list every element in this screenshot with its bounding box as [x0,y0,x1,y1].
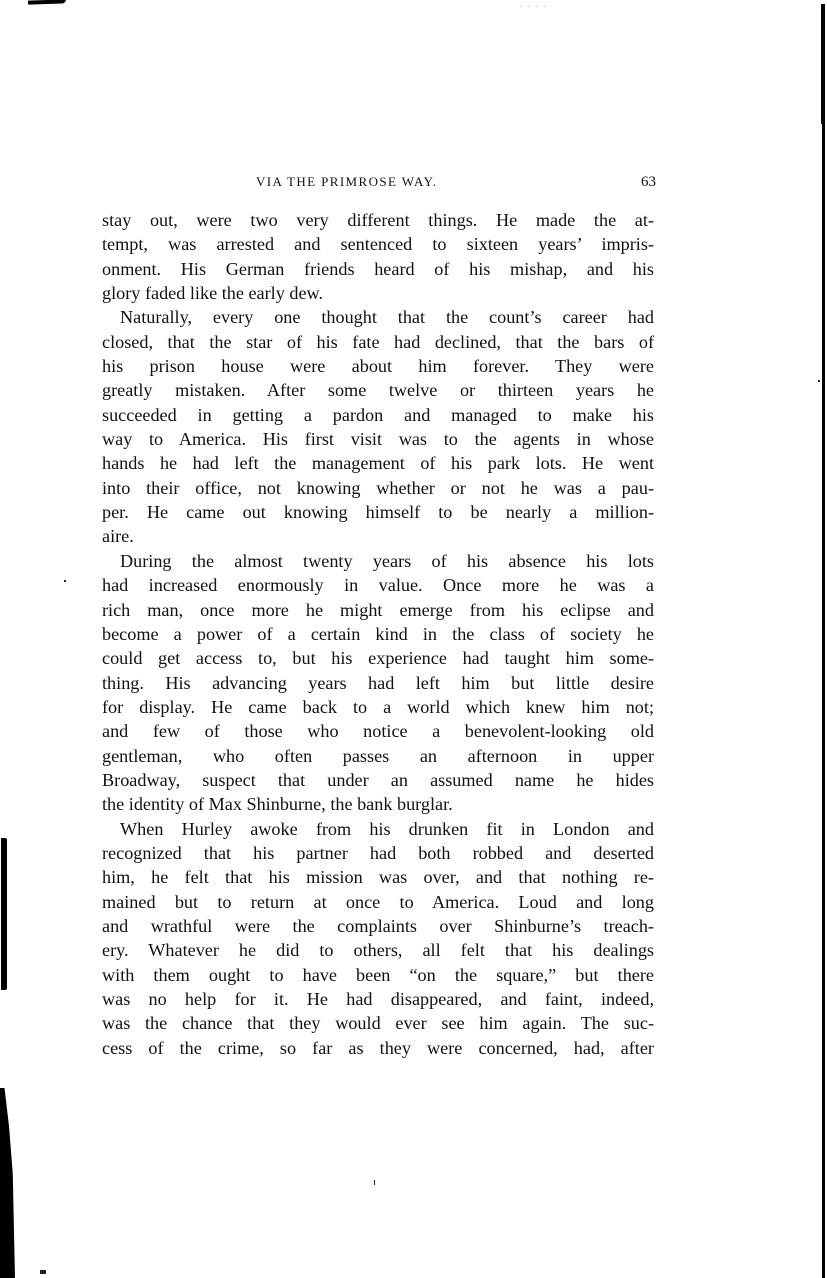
paragraph-end-line: the identity of Max Shinburne, the bank burglar. [102,794,453,815]
text-line: hands he had left the management of his park lots. He went [102,453,654,474]
scan-speck [374,1180,375,1185]
text-line: could get access to, but his experience had taught him some- [102,648,654,669]
text-line: greatly mistaken. After some twelve or thirteen years he [102,380,654,401]
text-line: rich man, once more he might emerge from his eclipse and [102,599,654,620]
scan-speck [40,1270,46,1274]
scan-edge-left-upper [1,838,7,990]
text-line: tempt, was arrested and sentenced to sixteen years’ impris- [102,234,654,255]
text-line: and few of those who notice a benevolent-looking old [102,721,654,742]
text-line: become a power of a certain kind in the class of society he [102,623,654,644]
text-line: him, he felt that his mission was over, and that nothing re- [102,867,654,888]
text-line: with them ought to have been “on the square,” but there [102,964,654,985]
paragraph-end-line: aire. [102,526,134,547]
text-line: way to America. His first visit was to the agents in whose [102,429,654,450]
text-line: onment. His German friends heard of his mishap, and his [102,258,654,279]
body-text [102,208,654,1060]
text-line: Broadway, suspect that under an assumed name he hides [102,769,654,790]
scan-edge-right-top [821,4,825,124]
text-line: per. He came out knowing himself to be nearly a million- [102,502,654,523]
scan-speck [818,380,820,382]
text-line: and wrathful were the complaints over Shinburne’s treach- [102,915,654,936]
text-line: for display. He came back to a world which knew him not; [102,696,654,717]
scan-marks-top: . . . . [520,0,548,9]
text-line: mained but to return at once to America. Loud and long [102,891,654,912]
scan-speck [64,580,66,582]
text-line: closed, that the star of his fate had declined, that the bars of [102,331,654,352]
scan-edge-left-lower [0,1088,15,1278]
text-line: stay out, were two very different things. He made the at- [102,210,654,230]
page-number: 63 [641,174,656,190]
text-line: into their office, not knowing whether or not he was a pau- [102,477,654,498]
scan-smudge-top-left [28,0,66,5]
text-line: succeeded in getting a pardon and managed to make his [102,404,654,425]
text-line: cess of the crime, so far as they were concerned, had, after [102,1037,654,1058]
text-line: had increased enormously in value. Once more he was a [102,575,654,596]
text-line: was the chance that they would ever see him again. The suc- [102,1013,654,1034]
running-title: VIA THE PRIMROSE WAY. [256,174,438,189]
paragraph-start-line: When Hurley awoke from his drunken fit in London and [120,818,654,839]
text-line: his prison house were about him forever. They were [102,356,654,377]
text-line: thing. His advancing years had left him but little desire [102,672,654,693]
text-line: ery. Whatever he did to others, all felt that his dealings [102,940,654,961]
text-line: recognized that his partner had both robbed and deserted [102,842,654,863]
text-line: gentleman, who often passes an afternoon in upper [102,745,654,766]
paragraph-start-line: During the almost twenty years of his absence his lots [120,550,654,571]
scan-edge-right [822,4,825,1278]
paragraph-end-line: glory faded like the early dew. [102,283,324,304]
text-line: was no help for it. He had disappeared, and faint, indeed, [102,989,654,1009]
running-head [256,170,656,194]
paragraph-start-line: Naturally, every one thought that the count’s career had [120,307,654,328]
